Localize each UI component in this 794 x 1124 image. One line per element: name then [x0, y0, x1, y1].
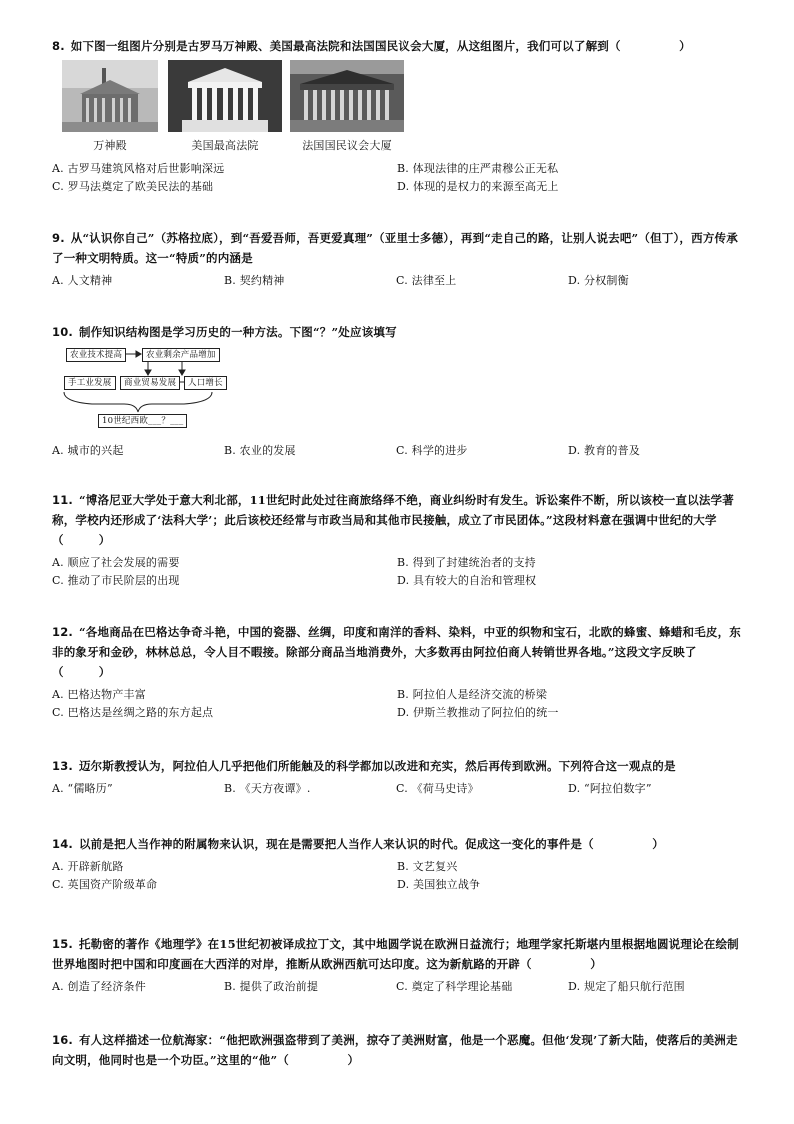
- option-b[interactable]: B. 农业的发展: [224, 444, 296, 457]
- option-a[interactable]: A. 城市的兴起: [52, 444, 124, 457]
- option-b[interactable]: B. 得到了封建统治者的支持: [397, 556, 536, 569]
- option-d[interactable]: D. 具有较大的自治和管理权: [397, 574, 537, 587]
- option-a[interactable]: A. 古罗马建筑风格对后世影响深远: [52, 162, 225, 175]
- question-number: 15.: [52, 937, 73, 951]
- question-text: 从“认识你自己”（苏格拉底），到“吾爱吾师，吾更爱真理”（亚里士多德），再到“走自己的路，让别人说去吧”（但丁），西方传承了一种文明特质。这一“特质”的内涵是: [52, 231, 738, 265]
- option-b[interactable]: B. 提供了政治前提: [224, 980, 319, 993]
- question-number: 14.: [52, 837, 73, 851]
- diagram-box-agri-tech: 农业技术提高: [66, 348, 126, 362]
- knowledge-structure-diagram: [52, 346, 742, 438]
- option-b[interactable]: B. 文艺复兴: [397, 860, 458, 873]
- question-8: [52, 36, 742, 196]
- question-text: 托勒密的著作《地理学》在15世纪初被译成拉丁文，其中地圆学说在欧洲日益流行；地理学家托斯堪内里根据地圆说理论在绘制世界地图时把中国和印度画在大西洋的对岸，推断从欧洲西航可达印度。这为新航路的开辟（ ）: [52, 937, 739, 971]
- option-d[interactable]: D. 规定了船只航行范围: [568, 980, 685, 993]
- options: [52, 780, 742, 798]
- question-number: 10.: [52, 325, 73, 339]
- option-b[interactable]: B. 阿拉伯人是经济交流的桥梁: [397, 688, 548, 701]
- photo-caption: 美国最高法院: [191, 139, 259, 152]
- question-text: 迈尔斯教授认为，阿拉伯人几乎把他们所能触及的科学都加以改进和充实，然后再传到欧洲。下列符合这一观点的是: [78, 759, 676, 773]
- question-stem: [52, 36, 742, 56]
- question-stem: [52, 622, 742, 682]
- option-a[interactable]: A. 人文精神: [52, 274, 113, 287]
- option-c[interactable]: C. 罗马法奠定了欧美民法的基础: [52, 180, 214, 193]
- diagram-box-result: 10世纪西欧___？___: [98, 414, 187, 428]
- question-text: 以前是把人当作神的附属物来认识，现在是需要把人当作人来认识的时代。促成这一变化的事件是（ ）: [78, 837, 664, 851]
- photo-caption: 法国国民议会大厦: [302, 139, 392, 152]
- question-text: 制作知识结构图是学习历史的一种方法。下图“？”处应该填写: [78, 325, 397, 339]
- option-d[interactable]: D. 教育的普及: [568, 444, 641, 457]
- question-9: [52, 228, 742, 290]
- option-d[interactable]: D. 分权制衡: [568, 274, 629, 287]
- option-c[interactable]: C. 巴格达是丝绸之路的东方起点: [52, 706, 214, 719]
- building-photos: [52, 60, 742, 156]
- question-16: [52, 1030, 742, 1070]
- photo-caption: 万神殿: [93, 139, 127, 152]
- question-stem: [52, 228, 742, 268]
- options: [52, 554, 742, 590]
- options: [52, 160, 742, 196]
- question-stem: [52, 756, 742, 776]
- diagram-box-agri-surplus: 农业剩余产品增加: [142, 348, 220, 362]
- option-a[interactable]: A. “儒略历”: [52, 782, 113, 795]
- option-d[interactable]: D. 美国独立战争: [397, 878, 481, 891]
- question-stem: [52, 934, 742, 974]
- option-c[interactable]: C. 科学的进步: [396, 444, 468, 457]
- option-b[interactable]: B. 《天方夜谭》.: [224, 782, 311, 795]
- question-14: [52, 834, 742, 894]
- option-d[interactable]: D. 伊斯兰教推动了阿拉伯的统一: [397, 706, 559, 719]
- option-c[interactable]: C. 法律至上: [396, 274, 457, 287]
- question-stem: [52, 322, 742, 342]
- question-text: 如下图一组图片分别是古罗马万神殿、美国最高法院和法国国民议会大厦，从这组图片，我们可以了解到（ ）: [70, 39, 691, 53]
- options: [52, 272, 742, 290]
- question-number: 12.: [52, 625, 73, 639]
- question-text: “博洛尼亚大学处于意大利北部，11世纪时此处过往商旅络绎不绝，商业纠纷时有发生。诉讼案件不断，所以该校一直以法学著称，学校内还形成了‘法科大学’；此后该校还经常与市政当局和其他市民接触，成立了市民团体。”这段材料意在强调中世纪的大学（ ）: [52, 493, 734, 547]
- pantheon-photo: [62, 60, 158, 132]
- option-c[interactable]: C. 《荷马史诗》: [396, 782, 479, 795]
- question-15: [52, 934, 742, 996]
- option-a[interactable]: A. 巴格达物产丰富: [52, 688, 146, 701]
- options: [52, 978, 742, 996]
- question-number: 9.: [52, 231, 65, 245]
- option-b[interactable]: B. 体现法律的庄严肃穆公正无私: [397, 162, 559, 175]
- question-number: 16.: [52, 1033, 73, 1047]
- diagram-box-trade: 商业贸易发展: [120, 376, 180, 390]
- options: [52, 686, 742, 722]
- option-a[interactable]: A. 开辟新航路: [52, 860, 124, 873]
- question-number: 11.: [52, 493, 73, 507]
- question-12: [52, 622, 742, 722]
- option-b[interactable]: B. 契约精神: [224, 274, 285, 287]
- option-c[interactable]: C. 推动了市民阶层的出现: [52, 574, 180, 587]
- option-a[interactable]: A. 创造了经济条件: [52, 980, 146, 993]
- question-stem: [52, 1030, 742, 1070]
- national-assembly-photo: [290, 60, 404, 132]
- question-11: [52, 490, 742, 590]
- option-d[interactable]: D. 体现的是权力的来源至高无上: [397, 180, 559, 193]
- supreme-court-photo: [168, 60, 282, 132]
- question-stem: [52, 834, 742, 854]
- question-stem: [52, 490, 742, 550]
- option-a[interactable]: A. 顺应了社会发展的需要: [52, 556, 180, 569]
- options: [52, 858, 742, 894]
- question-number: 8.: [52, 39, 65, 53]
- option-d[interactable]: D. “阿拉伯数字”: [568, 782, 652, 795]
- option-c[interactable]: C. 奠定了科学理论基础: [396, 980, 513, 993]
- question-text: “各地商品在巴格达争奇斗艳，中国的瓷器、丝绸，印度和南洋的香料、染料，中亚的织物和宝石，北欧的蜂蜜、蜂蜡和毛皮，东非的象牙和金砂，林林总总，令人目不暇接。除部分商品当地消费外，大多数再由阿拉伯商人转销世界各地。”这段文字反映了（ ）: [52, 625, 741, 679]
- question-10: [52, 322, 742, 460]
- question-text: 有人这样描述一位航海家：“他把欧洲强盗带到了美洲，掠夺了美洲财富，他是一个恶魔。但他‘发现’了新大陆，使落后的美洲走向文明，他同时也是一个功臣。”这里的“他”（ ）: [52, 1033, 738, 1067]
- options: [52, 442, 742, 460]
- question-number: 13.: [52, 759, 73, 773]
- diagram-box-handicraft: 手工业发展: [64, 376, 116, 390]
- question-13: [52, 756, 742, 798]
- option-c[interactable]: C. 英国资产阶级革命: [52, 878, 158, 891]
- diagram-box-population: 人口增长: [184, 376, 227, 390]
